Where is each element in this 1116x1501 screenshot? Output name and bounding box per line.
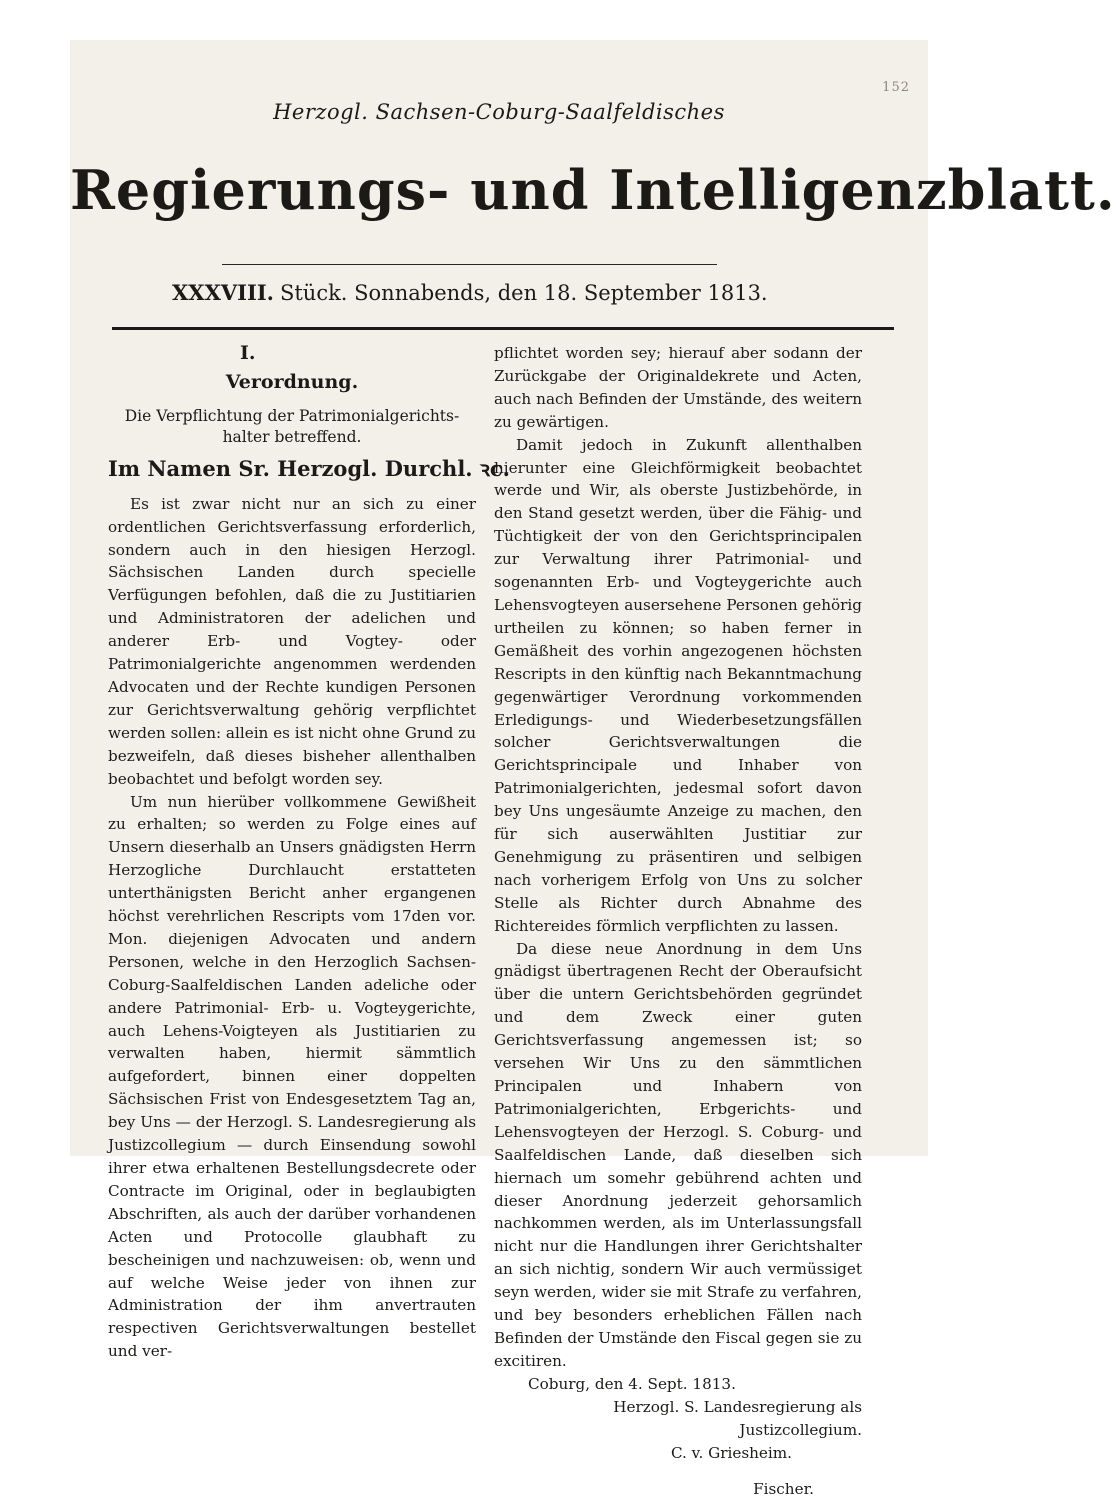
clerk-signature: Fischer. <box>753 1480 814 1499</box>
article-subject <box>108 406 476 448</box>
article-subject-line-2: halter betreffend. <box>222 427 362 446</box>
paragraph-2: Um nun hierüber vollkommene Gewißheit zu erhalten; so werden zu Folge eines auf Unsern dieserhalb an Unsers gnädigsten Herrn Herzogliche Durchlaucht erstatteten unterthänigsten Bericht anher ergangenen höchst verehrlichen Rescripts vom 17den vor. Mon. diejenigen Advocaten und andern Personen, welche in den Herzoglich Sachsen-Coburg-Saalfeldischen Landen adeliche oder andere Patrimonial- Erb- u. Vogteygerichte, auch Lehens-Voigteyen als Justitiarien zu verwalten haben, hiermit sämmtlich aufgefordert, binnen einer doppelten Sächsischen Frist von Endesgesetztem Tag an, bey Uns — der Herzogl. S. Landesregierung als Justizcollegium — durch Einsendung sowohl ihrer etwa erhaltenen Bestellungsdecrete oder Contracte im Original, oder in beglaubigten Abschriften, als auch der darüber vorhandenen Acten und Protocolle glaubhaft zu bescheinigen und nachzuweisen: ob, wenn und auf welche Weise jeder von ihnen zur Administration der ihm anvertrauten respectiven Gerichtsverwaltungen bestellet und ver- <box>108 792 476 1361</box>
masthead-rule <box>222 264 717 265</box>
paragraph-2-continued: pflichtet worden sey; hierauf aber sodann der Zurückgabe der Originaldekrete und Acten, auch nach Befinden der Umstände, des weitern zu gewärtigen. <box>494 344 862 431</box>
article-subject-line-1: Die Verpflichtung der Patrimonialgerichts- <box>124 406 460 425</box>
issue-line <box>172 280 792 305</box>
article-number: I. <box>240 342 256 364</box>
signatory-name: C. v. Griesheim. <box>670 1443 792 1462</box>
issue-date: Stück. Sonnabends, den 18. September 1813. <box>279 281 768 305</box>
header-rule <box>112 327 894 330</box>
left-column <box>108 342 510 1363</box>
page-number: 152 <box>882 80 910 95</box>
masthead-subtitle: Herzogl. Sachsen-Coburg-Saalfeldisches <box>273 100 725 124</box>
masthead-title: Regierungs- und Intelligenzblatt. <box>70 158 1116 222</box>
place-date: Coburg, den 4. Sept. 1813. <box>528 1374 736 1393</box>
invocation: Im Namen Sr. Herzogl. Durchl. ꝛc. <box>108 455 510 481</box>
issue-number: XXXVIII. <box>172 280 274 305</box>
paragraph-4: Da diese neue Anordnung in dem Uns gnädigst übertragenen Recht der Oberaufsicht über die untern Gerichtsbehörden gegründet und dem Zweck einer guten Gerichtsverfassung angemessen ist; so versehen Wir Uns zu den sämmtlichen Principalen und Inhabern von Patrimonialgerichten, Erbgerichts- und Lehensvogteyen der Herzogl. S. Coburg- und Saalfeldischen Lande, daß dieselben sich hiernach um somehr gebührend achten und dieser Anordnung jederzeit gehorsamlich nachkommen werden, als im Unterlassungsfall nicht nur die Handlungen ihrer Gerichtshalter an sich nichtig, sondern Wir auch vermüssiget seyn werden, wider sie mit Strafe zu verfahren, und bey besonders erheblichen Fällen nach Befinden der Umstände den Fiscal gegen sie zu excitiren. <box>494 939 862 1370</box>
article-heading: Verordnung. <box>225 370 359 393</box>
issuing-office: Herzogl. S. Landesregierung als Justizcollegium. <box>613 1397 862 1439</box>
paragraph-1: Es ist zwar nicht nur an sich zu einer ordentlichen Gerichtsverfassung erforderlich, sondern auch in den hiesigen Herzogl. Sächsischen Landen durch specielle Verfügungen befohlen, daß die zu Justitiarien und Administratoren der adelichen und anderer Erb- und Vogtey- oder Patrimonialgerichte angenommen werdenden Advocaten und der Rechte kundigen Personen zur Gerichtsverwaltung gehörig verpflichtet werden sollen: allein es ist nicht ohne Grund zu bezweifeln, daß dieses bisheher allenthalben beobachtet und befolgt worden sey. <box>108 494 477 788</box>
right-column <box>494 342 862 1501</box>
document-page <box>70 40 1116 1499</box>
paragraph-3: Damit jedoch in Zukunft allenthalben hierunter eine Gleichförmigkeit beobachtet werde und Wir, als oberste Justizbehörde, in den Stand gesetzt werden, über die Fähig- und Tüchtigkeit der von den Gerichtsprincipalen zur Verwaltung ihrer Patrimonial- und sogenannten Erb- und Vogteygerichte auch Lehensvogteyen ausersehene Personen gehörig urtheilen zu können; so haben ferner in Gemäßheit des vorhin angezogenen höchsten Rescripts in den künftig nach Bekanntmachung gegenwärtiger Verordnung vorkommenden Erledigungs- und Wiederbesetzungsfällen solcher Gerichtsverwaltungen die Gerichtsprincipale und Inhaber von Patrimonialgerichten, jedesmal sofort davon bey Uns ungesäumte Anzeige zu machen, den für sich auserwählten Justitiar zur Genehmigung zu präsentiren und selbigen nach vorherigem Erfolg von Uns zu solcher Stelle als Richter durch Abnahme des Richtereides förmlich verpflichten zu lassen. <box>494 435 862 935</box>
